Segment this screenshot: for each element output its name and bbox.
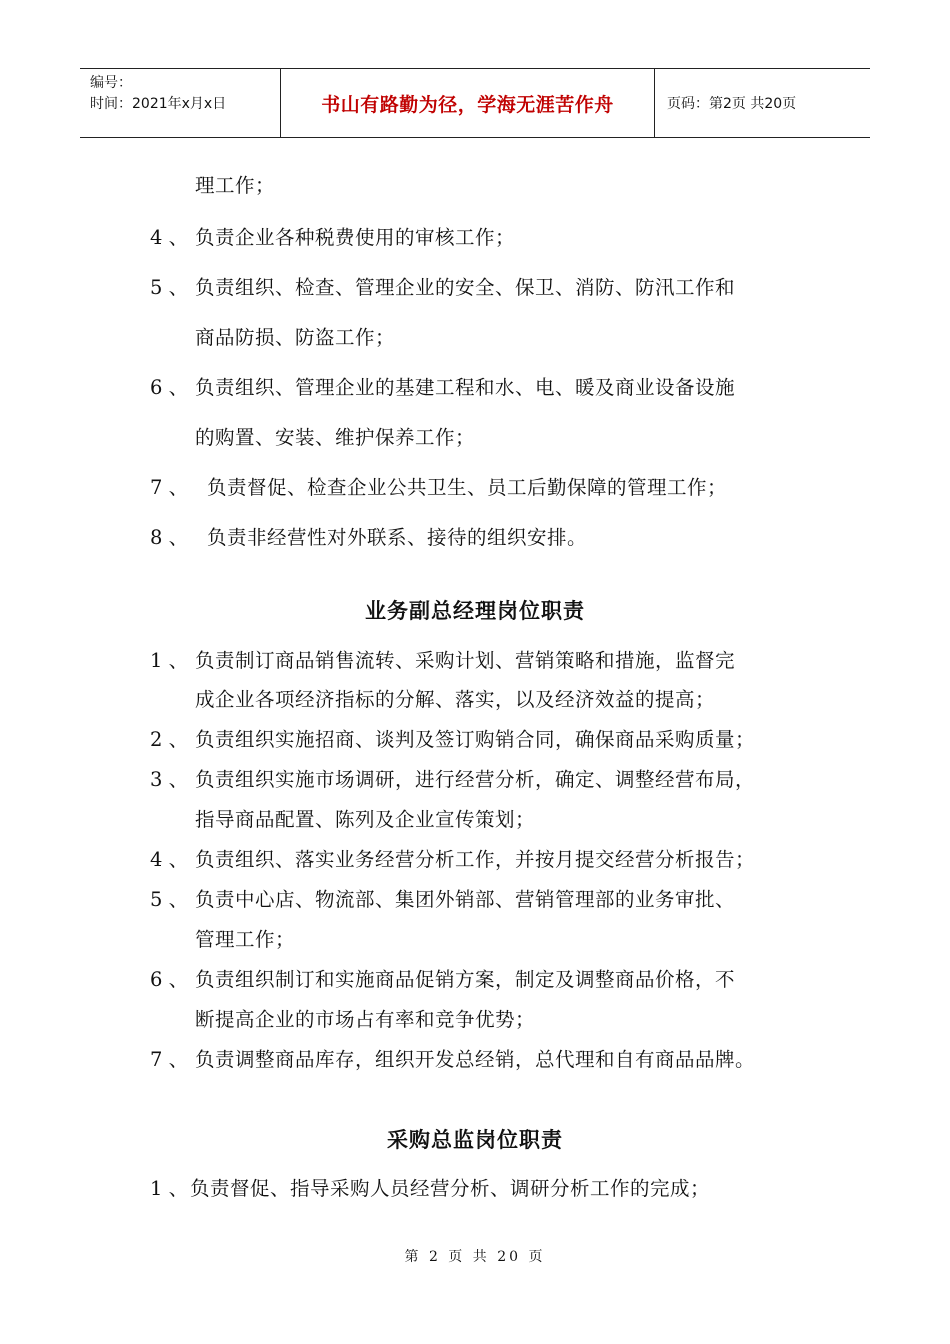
list-item-text: 负责组织、落实业务经营分析工作，并按月提交经营分析报告； xyxy=(195,848,756,871)
list-item-number: 6 、 xyxy=(150,376,189,399)
list-item-text: 负责制订商品销售流转、采购计划、营销策略和措施，监督完 xyxy=(195,649,736,672)
list-item-text: 负责组织实施市场调研，进行经营分析，确定、调整经营布局， xyxy=(195,768,756,791)
list-item-text-cont: 成企业各项经济指标的分解、落实，以及经济效益的提高； xyxy=(195,688,716,711)
list-item-number: 8 、 xyxy=(150,526,189,549)
list-item-number: 1 、 xyxy=(150,649,189,672)
list-item-number: 7 、 xyxy=(150,1048,189,1071)
header-meta xyxy=(80,69,280,137)
list-item-text-cont: 的购置、安装、维护保养工作； xyxy=(195,426,476,449)
list-item-text: 负责企业各种税费使用的审核工作； xyxy=(195,226,516,249)
section-heading: 业务副总经理岗位职责 xyxy=(365,598,585,623)
section-heading: 采购总监岗位职责 xyxy=(387,1127,563,1152)
list-item-text-cont: 指导商品配置、陈列及企业宣传策划； xyxy=(195,808,536,831)
list-item-text: 负责非经营性对外联系、接待的组织安排。 xyxy=(207,526,588,549)
header-page-code: 页码：第2页 共20页 xyxy=(667,96,797,112)
list-item-text: 负责组织实施招商、谈判及签订购销合同，确保商品采购质量； xyxy=(195,728,756,751)
list-item-text: 负责调整商品库存，组织开发总经销，总代理和自有商品品牌。 xyxy=(195,1048,756,1071)
page-header xyxy=(80,68,870,138)
list-item-text-cont: 管理工作； xyxy=(195,928,296,951)
list-item-text: 负责组织制订和实施商品促销方案，制定及调整商品价格，不 xyxy=(195,968,736,991)
list-item-text: 负责中心店、物流部、集团外销部、营销管理部的业务审批、 xyxy=(195,888,736,911)
header-time-label: 时间：2021年x月x日 xyxy=(90,96,227,112)
list-item-text: 负责组织、管理企业的基建工程和水、电、暖及商业设备设施 xyxy=(195,376,736,399)
list-item-text: 负责组织、检查、管理企业的安全、保卫、消防、防汛工作和 xyxy=(195,276,736,299)
list-item-text: 负责督促、检查企业公共卫生、员工后勤保障的管理工作； xyxy=(207,476,728,499)
list-item-number: 5 、 xyxy=(150,276,189,299)
list-item-text: 负责督促、指导采购人员经营分析、调研分析工作的完成； xyxy=(190,1177,711,1200)
header-number-label: 编号： xyxy=(90,75,132,91)
list-item-number: 4 、 xyxy=(150,226,189,249)
list-item-number: 2 、 xyxy=(150,728,189,751)
continuation-line: 理工作； xyxy=(195,174,276,197)
list-item-number: 3 、 xyxy=(150,768,189,791)
header-motto: 书山有路勤为径，学海无涯苦作舟 xyxy=(280,69,655,137)
list-item-number: 6 、 xyxy=(150,968,189,991)
list-item-number: 5 、 xyxy=(150,888,189,911)
list-item-number: 7 、 xyxy=(150,476,189,499)
list-item-text-cont: 商品防损、防盗工作； xyxy=(195,326,396,349)
list-item-number: 4 、 xyxy=(150,848,189,871)
page-footer: 第 2 页 共 20 页 xyxy=(404,1249,546,1265)
list-item-number: 1 、 xyxy=(150,1177,189,1200)
list-item-text-cont: 断提高企业的市场占有率和竞争优势； xyxy=(195,1008,536,1031)
